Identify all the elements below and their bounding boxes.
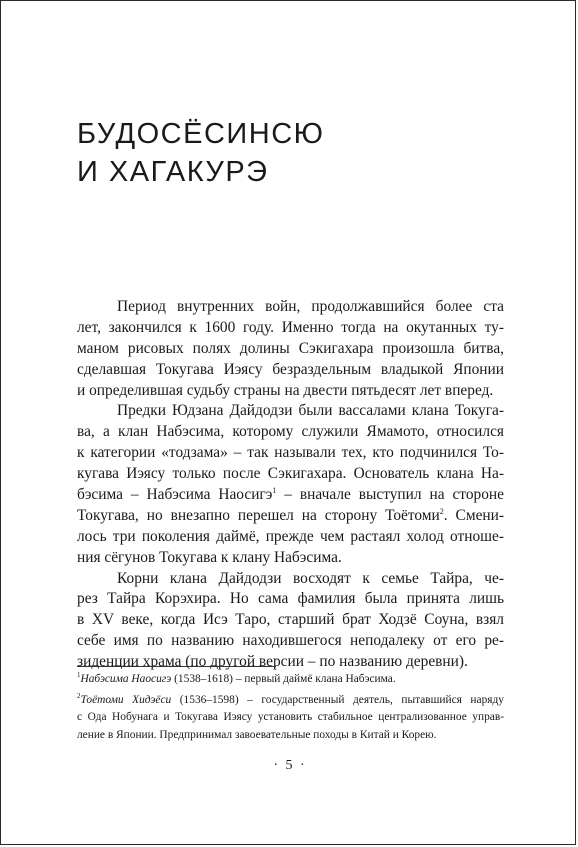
paragraph-3-line: себе имя по названию находившегося неподалеку от его ре- xyxy=(77,632,504,650)
footnote-2-line: ление в Японии. Предпринимал завоевательные походы в Китай и Корею. xyxy=(77,728,437,741)
paragraph-2-line-tail: – вначале выступил на стороне xyxy=(276,486,504,504)
footnote-2-name: Тоётоми Хидэёси xyxy=(80,693,172,706)
paragraph-2-line: кугава Иэясу только после Сэкигахара. Основатель клана На- xyxy=(77,465,504,483)
paragraph-2-line: ния сёгунов Токугава к клану Набэсима. xyxy=(77,548,342,566)
footnote-2-text: (1536–1598) – государственный деятель, пытавшийся наряду xyxy=(171,693,505,706)
footnote-divider xyxy=(77,666,276,667)
chapter-title xyxy=(77,115,324,191)
paragraph-1-line: Период внутренних войн, продолжавшийся более ста xyxy=(117,298,504,315)
paragraph-3-line: в XV веке, когда Исэ Таро, старший брат Ходзё Соуна, взял xyxy=(77,611,504,629)
paragraph-3-line: зиденции храма (по другой версии – по названию деревни). xyxy=(77,653,468,671)
paragraph-3-line: рез Тайра Корэхира. Но сама фамилия была принята лишь xyxy=(77,590,504,608)
paragraph-2-line-tail: . Смени- xyxy=(443,506,504,524)
paragraph-1-line: маном рисовых полях долины Сэкигахара произошла битва, xyxy=(77,339,504,357)
chapter-title-line-2: И ХАГАКУРЭ xyxy=(77,156,269,188)
footnote-2-line xyxy=(77,692,504,710)
paragraph-2-line: к категории «тодзама» – так называли тех, кто подчинился То- xyxy=(77,444,504,462)
paragraph-3-line: Корни клана Дайдодзи восходят к семье Тайра, че- xyxy=(117,569,504,587)
footnotes xyxy=(77,671,504,744)
footnote-1 xyxy=(77,671,504,689)
footnote-1-marker: 1 xyxy=(77,671,81,680)
body-text xyxy=(77,297,504,673)
paragraph-2-line: лось три поколения даймё, прежде чем растаял холод отноше- xyxy=(77,527,504,545)
paragraph-2-line-text: бэсима – Набэсима Наосигэ xyxy=(77,486,273,504)
chapter-title-line-1: БУДОСЁСИНСЮ xyxy=(77,118,325,150)
paragraph-2-line-with-footnote-ref xyxy=(77,485,504,506)
footnote-1-name: Набэсима Наосигэ xyxy=(80,673,172,685)
footnote-2-marker: 2 xyxy=(77,691,81,700)
page-number: · 5 · xyxy=(273,758,307,773)
paragraph-1-line: сделавшая Токугава Иэясу безраздельным владыкой Японии xyxy=(77,360,504,378)
paragraph-2-line-with-footnote-ref xyxy=(77,506,504,527)
paragraph-2-line: ва, а клан Набэсима, которому служили Ямамото, относился xyxy=(77,423,504,441)
paragraph-2-line-text: Токугава, но внезапно перешел на сторону Тоётоми xyxy=(77,506,440,524)
footnote-ref-2[interactable]: 2 xyxy=(439,506,444,516)
paragraph-1-line: лет, закончился к 1600 году. Именно тогда на окутанных ту- xyxy=(77,318,504,336)
footnote-2-line: с Ода Нобунага и Токугава Иэясу установить стабильное централизованное управ- xyxy=(77,711,504,724)
paragraph-1-line: и определившая судьбу страны на двести пятьдесят лет вперед. xyxy=(77,381,494,399)
footnote-ref-1[interactable]: 1 xyxy=(272,485,277,495)
paragraph-2-line: Предки Юдзана Дайдодзи были вассалами клана Токуга- xyxy=(117,402,504,420)
footnote-1-text: (1538–1618) – первый даймё клана Набэсима. xyxy=(171,673,396,685)
